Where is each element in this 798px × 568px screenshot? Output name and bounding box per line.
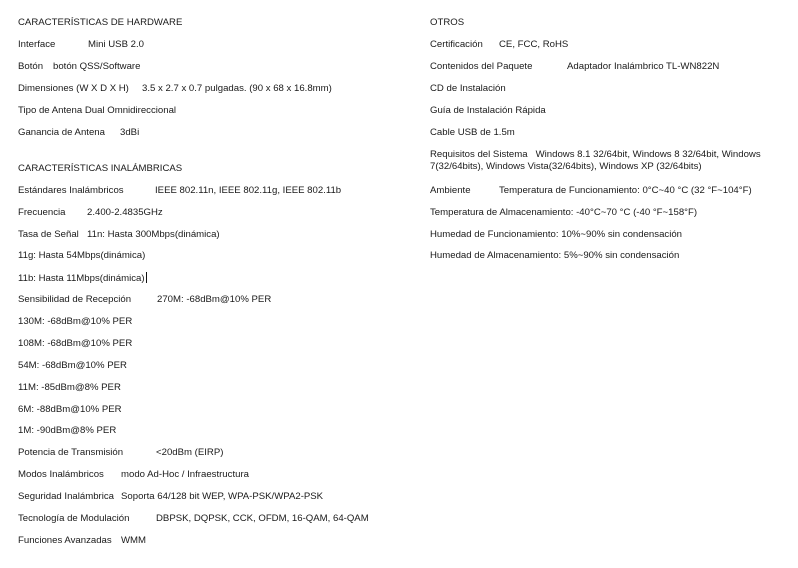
others-section-title: OTROS (430, 17, 465, 28)
security-value: Soporta 64/128 bit WEP, WPA-PSK/WPA2-PSK (121, 491, 324, 502)
signal-rate-value: 11n: Hasta 300Mbps(dinámica) (87, 229, 220, 240)
standards-label: Estándares Inalámbricos (18, 185, 124, 196)
sensitivity-11: 11M: -85dBm@8% PER (18, 382, 121, 393)
dimensions-row (18, 83, 332, 95)
environment-label: Ambiente (430, 185, 471, 196)
rate-11b: 11b: Hasta 11Mbps(dinámica) (18, 273, 145, 284)
sensitivity-130: 130M: -68dBm@10% PER (18, 316, 133, 327)
storage-humidity: Humedad de Almacenamiento: 5%~90% sin condensación (430, 250, 680, 261)
certification-label: Certificación (430, 39, 483, 50)
sensitivity-54: 54M: -68dBm@10% PER (18, 360, 127, 371)
antenna-type-label: Tipo de Antena (18, 105, 83, 116)
security-row (18, 491, 323, 503)
dimensions-value: 3.5 x 2.7 x 0.7 pulgadas. (90 x 68 x 16.8mm) (142, 83, 332, 94)
environment-row (430, 185, 752, 197)
environment-value: Temperatura de Funcionamiento: 0°C~40 °C (32 °F~104°F) (499, 185, 752, 196)
standards-value: IEEE 802.11n, IEEE 802.11g, IEEE 802.11b (155, 185, 342, 196)
modulation-row (18, 513, 369, 525)
signal-rate-label: Tasa de Señal (18, 229, 79, 240)
frequency-row (18, 207, 163, 219)
antenna-type-value: Dual Omnidireccional (84, 105, 177, 116)
modulation-label: Tecnología de Modulación (18, 513, 130, 524)
package-label: Contenidos del Paquete (430, 61, 533, 72)
sensitivity-row (18, 294, 271, 306)
modes-label: Modos Inalámbricos (18, 469, 104, 480)
modes-row (18, 469, 249, 481)
operating-humidity: Humedad de Funcionamiento: 10%~90% sin condensación (430, 229, 682, 240)
certification-value: CE, FCC, RoHS (499, 39, 569, 50)
interface-value: Mini USB 2.0 (88, 39, 144, 50)
security-label: Seguridad Inalámbrica (18, 491, 114, 502)
advanced-row (18, 535, 146, 547)
advanced-label: Funciones Avanzadas (18, 535, 112, 546)
signal-rate-row (18, 229, 220, 241)
modes-value: modo Ad-Hoc / Infraestructura (121, 469, 249, 480)
frequency-value: 2.400-2.4835GHz (87, 207, 163, 218)
install-cd: CD de Instalación (430, 83, 506, 94)
dimensions-label: Dimensiones (W X D X H) (18, 83, 129, 94)
certification-row (430, 39, 568, 51)
system-requirements-value: Windows 8.1 32/64bit, Windows 8 32/64bit, Windows 7(32/64bits), Windows Vista(32/64bits), Windows XP (32/64bits) (430, 149, 761, 172)
antenna-gain-label: Ganancia de Antena (18, 127, 105, 138)
advanced-value: WMM (121, 535, 147, 546)
frequency-label: Frecuencia (18, 207, 66, 218)
tx-power-value: <20dBm (EIRP) (156, 447, 224, 458)
tx-power-label: Potencia de Transmisión (18, 447, 124, 458)
sensitivity-108: 108M: -68dBm@10% PER (18, 338, 133, 349)
system-requirements-label: Requisitos del Sistema (430, 149, 528, 160)
hardware-section-title: CARACTERÍSTICAS DE HARDWARE (18, 17, 183, 28)
interface-label: Interface (18, 39, 56, 50)
usb-cable: Cable USB de 1.5m (430, 127, 515, 138)
tx-power-row (18, 447, 223, 459)
antenna-type-row (18, 105, 176, 117)
interface-row (18, 39, 144, 51)
antenna-gain-row (18, 127, 139, 139)
modulation-value: DBPSK, DQPSK, CCK, OFDM, 16-QAM, 64-QAM (156, 513, 369, 524)
quick-guide: Guía de Instalación Rápida (430, 105, 546, 116)
rate-11g: 11g: Hasta 54Mbps(dinámica) (18, 250, 146, 261)
wireless-section-title: CARACTERÍSTICAS INALÁMBRICAS (18, 163, 183, 174)
button-label: Botón (18, 61, 44, 72)
package-row (430, 61, 719, 73)
sensitivity-6: 6M: -88dBm@10% PER (18, 404, 122, 415)
sensitivity-1: 1M: -90dBm@8% PER (18, 425, 117, 436)
sensitivity-label: Sensibilidad de Recepción (18, 294, 132, 305)
text-cursor (146, 272, 147, 283)
package-value: Adaptador Inalámbrico TL-WN822N (567, 61, 720, 72)
button-value: botón QSS/Software (53, 61, 141, 72)
standards-row (18, 185, 341, 197)
rate-11b-row (18, 272, 147, 285)
system-requirements-row (430, 149, 780, 173)
storage-temperature: Temperatura de Almacenamiento: -40°C~70 °C (-40 °F~158°F) (430, 207, 698, 218)
antenna-gain-value: 3dBi (120, 127, 140, 138)
button-row (18, 61, 140, 73)
sensitivity-value: 270M: -68dBm@10% PER (157, 294, 272, 305)
